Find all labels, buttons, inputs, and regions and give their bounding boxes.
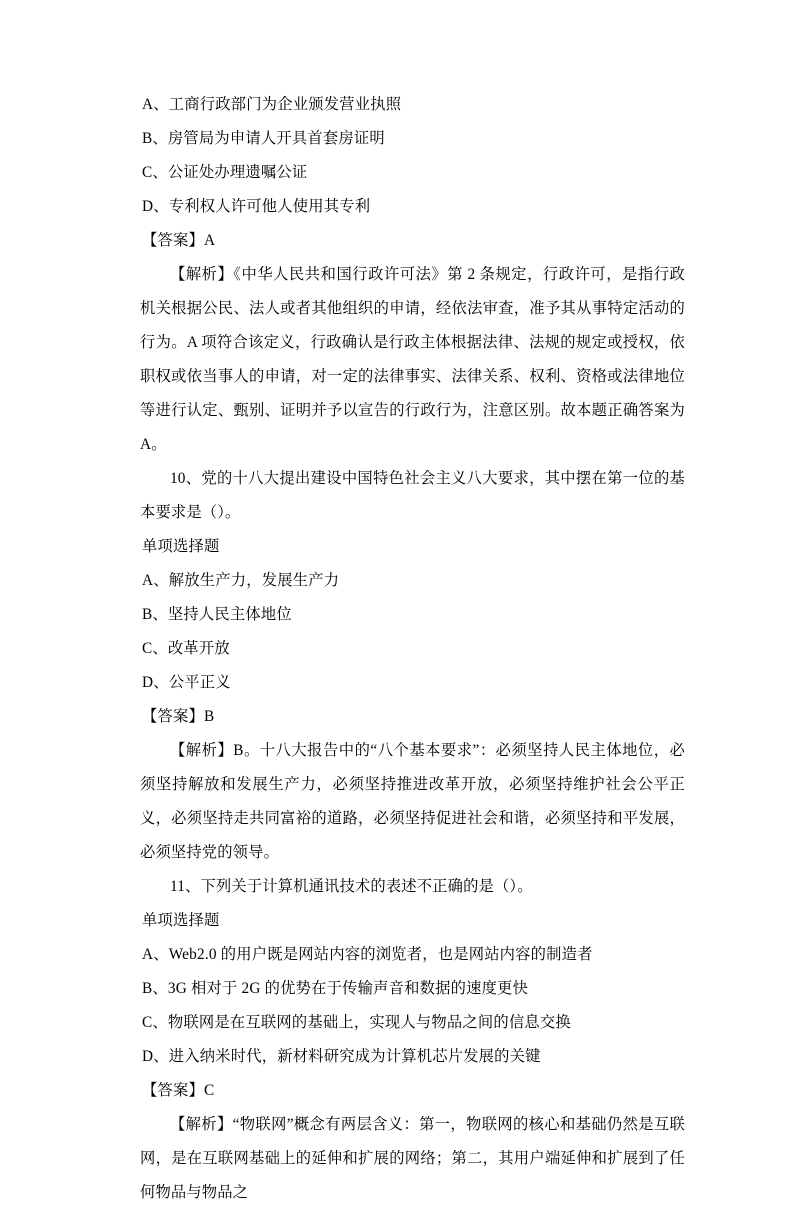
document-body (140, 88, 685, 1210)
q11-explanation: 【解析】“物联网”概念有两层含义：第一，物联网的核心和基础仍然是互联网，是在互联网基础上的延伸和扩展的网络；第二，其用户端延伸和扩展到了任何物品与物品之 (140, 1116, 685, 1201)
q10-option-b: B、坚持人民主体地位 (142, 606, 292, 623)
q9-option-d: D、专利权人许可他人使用其专利 (142, 198, 371, 215)
q9-option-c: C、公证处办理遗嘱公证 (142, 164, 308, 181)
q10-option-a: A、解放生产力，发展生产力 (142, 572, 340, 589)
q11-stem: 11、下列关于计算机通讯技术的表述不正确的是（）。 (170, 878, 533, 895)
q10-explanation: 【解析】B。十八大报告中的“八个基本要求”：必须坚持人民主体地位，必须坚持解放和发展生产力，必须坚持推进改革开放，必须坚持维护社会公平正义，必须坚持走共同富裕的道路，必须坚持促进社会和谐，必须坚持和平发展，必须坚持党的领导。 (140, 742, 685, 861)
q9-option-b: B、房管局为申请人开具首套房证明 (142, 130, 385, 147)
q11-answer-line: 【答案】C (142, 1082, 215, 1099)
q10-option-c: C、改革开放 (142, 640, 230, 657)
q11-type-label: 单项选择题 (142, 912, 220, 929)
q11-option-b: B、3G 相对于 2G 的优势在于传输声音和数据的速度更快 (142, 980, 529, 997)
q11-option-a: A、Web2.0 的用户既是网站内容的浏览者，也是网站内容的制造者 (142, 946, 593, 963)
q10-option-d: D、公平正义 (142, 674, 231, 691)
q9-explanation: 【解析】《中华人民共和国行政许可法》第 2 条规定，行政许可，是指行政机关根据公民、法人或者其他组织的申请，经依法审查，准予其从事特定活动的行为。A 项符合该定义，行政确认是行政主体根据法律、法规的规定或授权，依职权或依当事人的申请，对一定的法律事实、法律关系、权利、资格或法律地位等进行认定、甄别、证明并予以宣告的行政行为，注意区别。故本题正确答案为 A。 (140, 266, 685, 453)
q10-answer-line: 【答案】B (142, 708, 215, 725)
q10-type-label: 单项选择题 (142, 538, 220, 555)
q11-option-c: C、物联网是在互联网的基础上，实现人与物品之间的信息交换 (142, 1014, 571, 1031)
q9-answer-line: 【答案】A (142, 232, 216, 249)
q11-option-d: D、进入纳米时代，新材料研究成为计算机芯片发展的关键 (142, 1048, 541, 1065)
q10-stem: 10、党的十八大提出建设中国特色社会主义八大要求，其中摆在第一位的基本要求是（）。 (140, 470, 685, 521)
q9-option-a: A、工商行政部门为企业颁发营业执照 (142, 96, 402, 113)
